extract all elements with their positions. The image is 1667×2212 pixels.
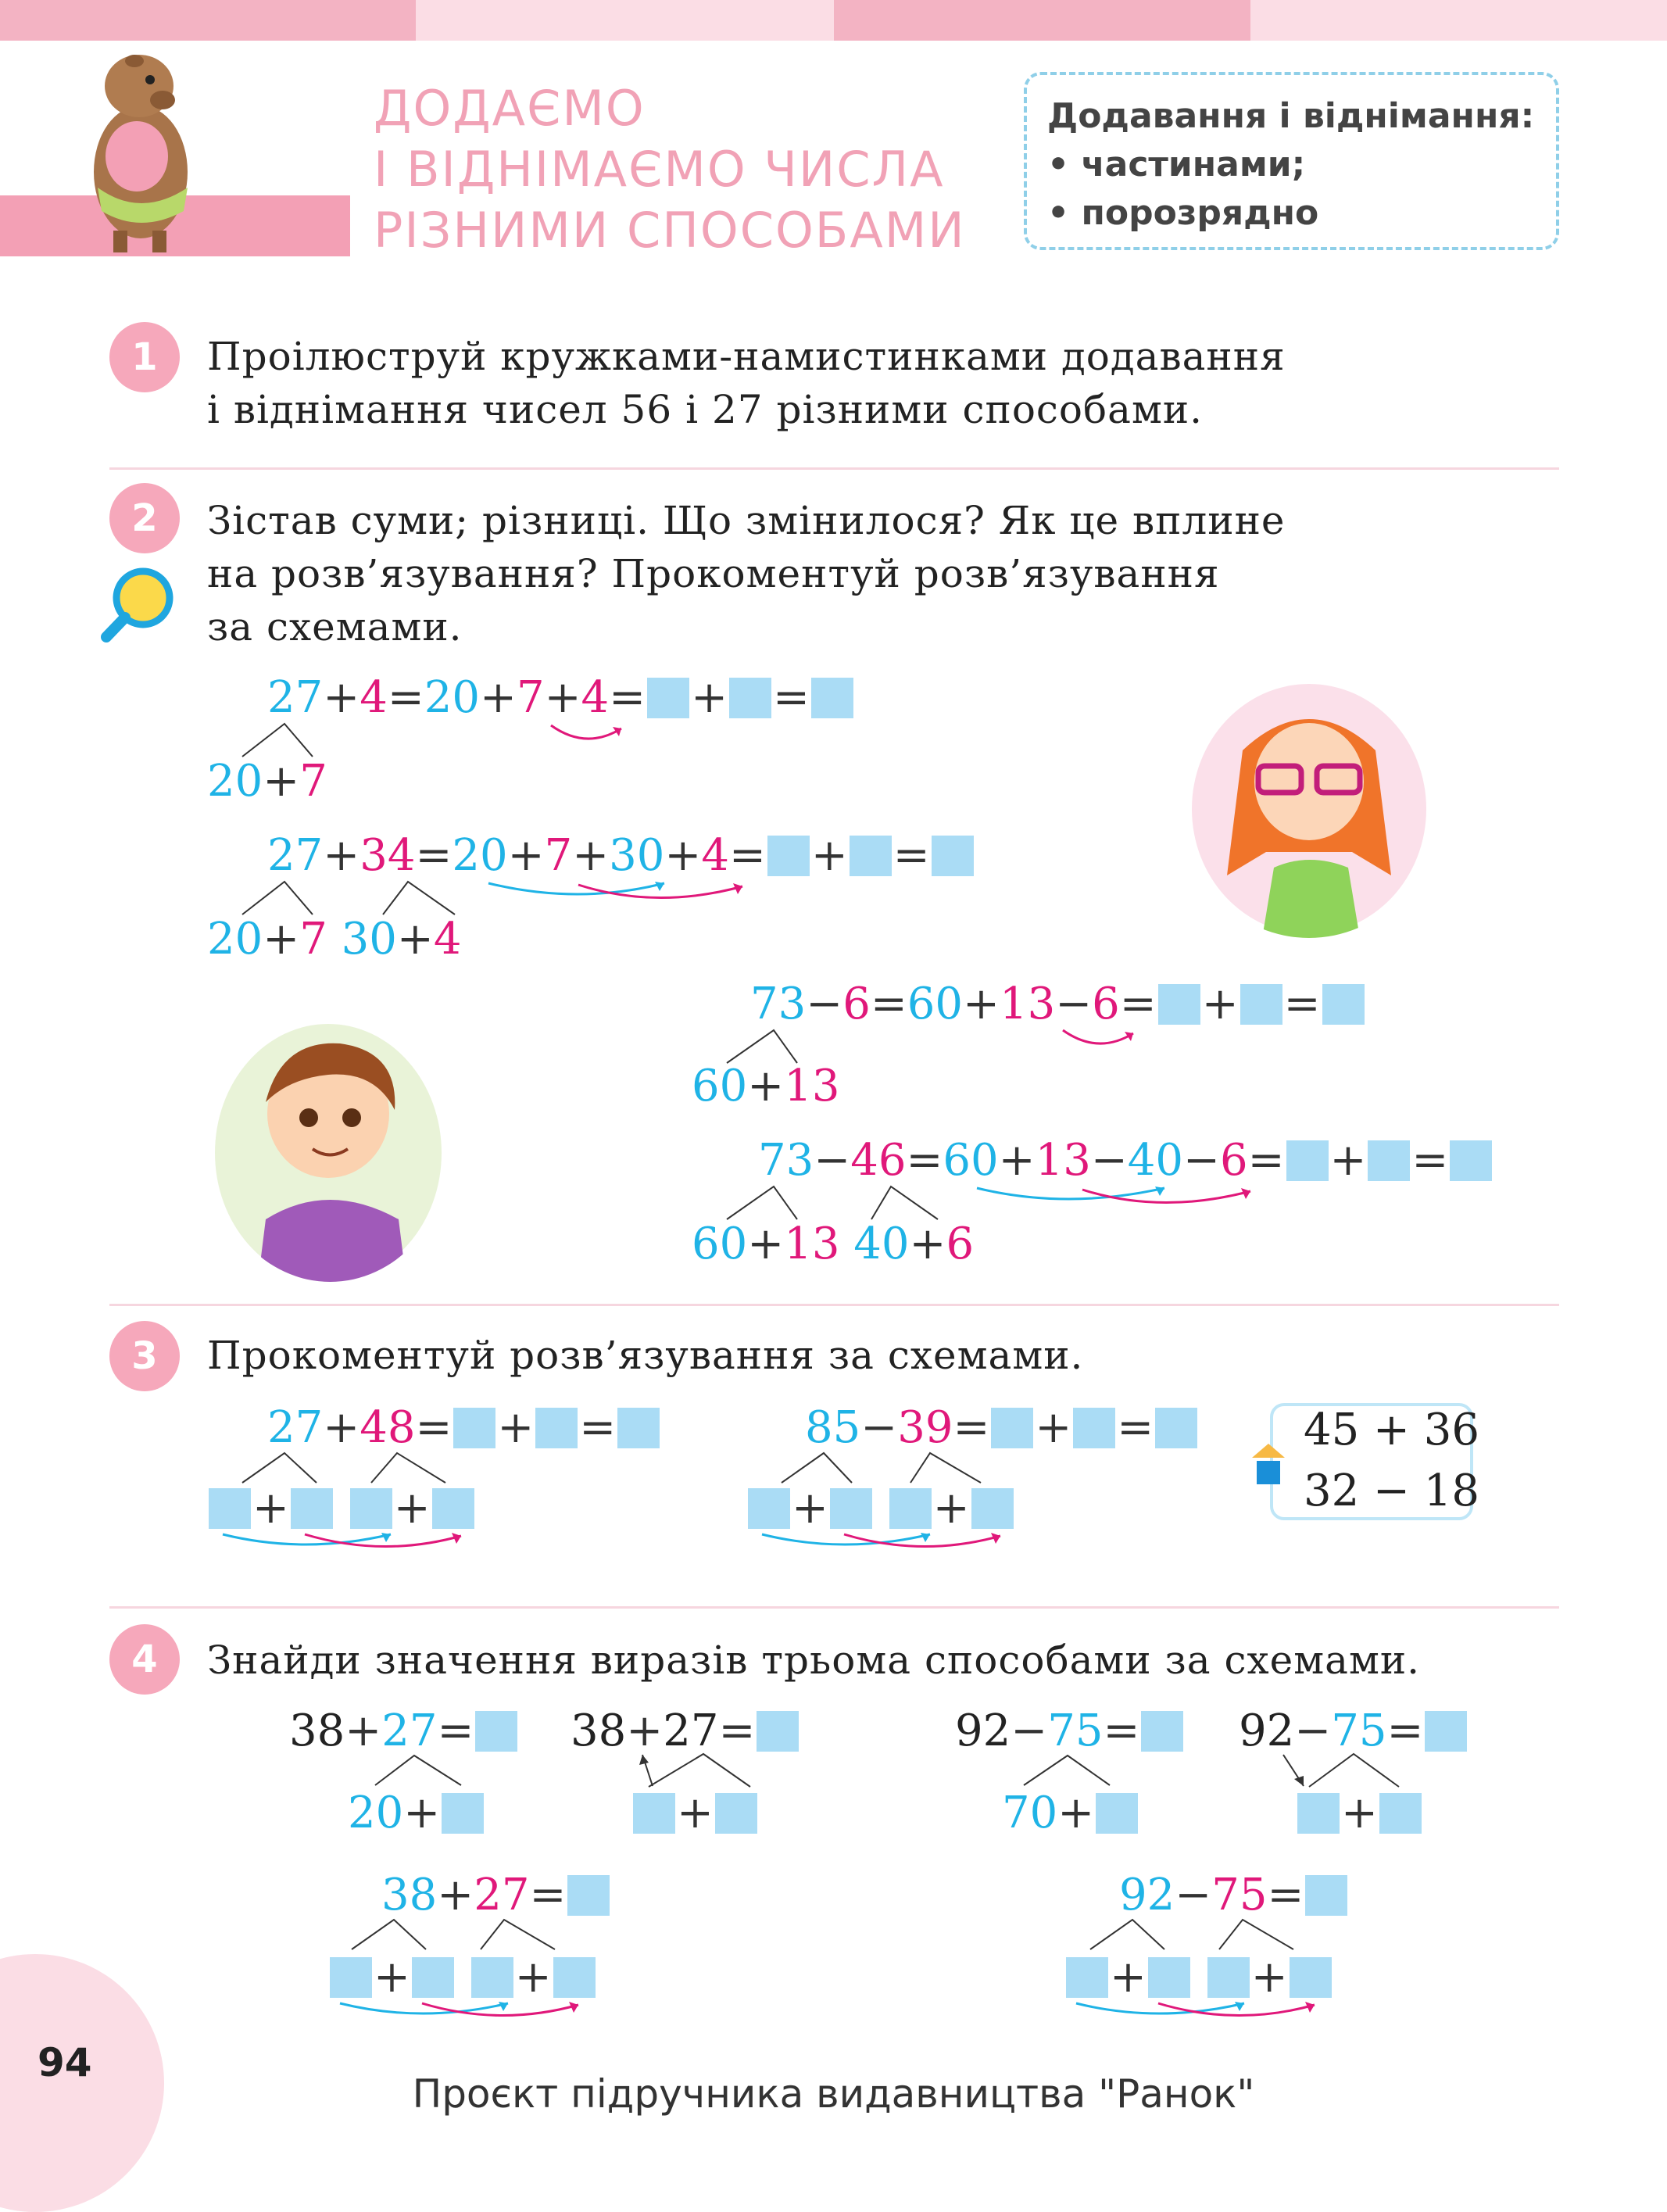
split-lines (1266, 1751, 1407, 1790)
answer-box[interactable] (330, 1957, 372, 1998)
house-icon (1249, 1442, 1288, 1489)
answer-box[interactable] (1073, 1408, 1115, 1448)
topic-note-box (1024, 72, 1559, 250)
task-number-badge: 3 (109, 1321, 180, 1391)
title-line: І ВІДНІМАЄМО ЧИСЛА (374, 141, 945, 198)
num: 85 (805, 1402, 861, 1453)
split-lines (234, 877, 469, 916)
task-1-text (207, 330, 1286, 436)
answer-box[interactable] (647, 678, 689, 718)
num: 38 (289, 1706, 345, 1756)
swap-arrows (758, 1528, 1016, 1559)
split-4-3: 70+ (1002, 1786, 1139, 1841)
task-4-text (207, 1634, 1420, 1687)
equation-4-2: 38+27= (571, 1704, 800, 1759)
num: 20 (452, 830, 508, 881)
answer-box[interactable] (932, 836, 974, 876)
num: 7 (299, 756, 327, 807)
num: 46 (850, 1135, 907, 1186)
num: 20 (207, 756, 263, 807)
lesson-title (374, 78, 966, 261)
num: 4 (581, 672, 610, 723)
num: 6 (1219, 1135, 1248, 1186)
num: 13 (1035, 1135, 1091, 1186)
num: 60 (692, 1219, 748, 1269)
split-4-5: + + (328, 1950, 597, 2005)
answer-box[interactable] (209, 1488, 251, 1529)
task-number-badge: 1 (109, 322, 180, 392)
num: 6 (842, 979, 871, 1029)
swap-arrows (336, 1997, 594, 2028)
section-divider (109, 1304, 1559, 1306)
equation-4-5: 38+27= (381, 1868, 611, 1923)
split-lines (774, 1450, 1008, 1485)
answer-box[interactable] (729, 678, 771, 718)
answer-box[interactable] (1148, 1957, 1190, 1998)
note-item: • частинами; (1047, 145, 1306, 184)
answer-box[interactable] (1096, 1793, 1138, 1834)
answer-box[interactable] (453, 1408, 495, 1448)
num: 13 (784, 1219, 840, 1269)
num: 75 (1211, 1870, 1268, 1920)
equation-4-6: 92−75= (1119, 1868, 1349, 1923)
split-lines (1082, 1917, 1317, 1952)
split-2-2: 20+7 30+4 (207, 914, 462, 965)
task-text-line: Знайди значення виразів трьома способами за схемами. (207, 1638, 1421, 1683)
equation-3-2: 85−39= + = (805, 1401, 1199, 1455)
split-lines (234, 719, 328, 758)
answer-box[interactable] (850, 836, 892, 876)
num: 75 (1331, 1706, 1387, 1756)
equation-3-1: 27+48= + = (267, 1401, 661, 1455)
split-lines (234, 1450, 469, 1485)
answer-box[interactable] (432, 1488, 474, 1529)
num: 92 (1119, 1870, 1175, 1920)
task-text-line: за схемами. (207, 604, 463, 650)
title-line: РІЗНИМИ СПОСОБАМИ (374, 202, 966, 259)
answer-box[interactable] (1425, 1711, 1467, 1752)
split-2-1: 20+7 (207, 756, 327, 807)
num: 38 (381, 1870, 438, 1920)
answer-box[interactable] (617, 1408, 660, 1448)
footer-note: Проєкт підручника видавництва "Ранок" (412, 2071, 1255, 2117)
num: 48 (360, 1402, 416, 1453)
num: 40 (1127, 1135, 1184, 1186)
section-divider (109, 1606, 1559, 1609)
extra-exercise: 32 − 18 (1304, 1466, 1480, 1516)
split-4-4: + (1296, 1786, 1423, 1841)
num: 75 (1047, 1706, 1104, 1756)
answer-box[interactable] (1286, 1140, 1329, 1181)
swap-arrows (219, 1528, 477, 1559)
title-line: ДОДАЄМО (374, 80, 646, 137)
num: 20 (348, 1788, 404, 1838)
num: 34 (360, 830, 416, 881)
answer-box[interactable] (1322, 984, 1365, 1025)
num: 20 (424, 672, 481, 723)
num: 39 (897, 1402, 953, 1453)
equation-2-4: 73−46=60+13−40−6= + = (758, 1133, 1494, 1188)
task-text-line: і віднімання чисел 56 і 27 різними способами. (207, 387, 1204, 432)
answer-box[interactable] (1297, 1793, 1340, 1834)
answer-box[interactable] (757, 1711, 799, 1752)
num: 27 (267, 1402, 324, 1453)
answer-box[interactable] (1207, 1957, 1250, 1998)
num: 27 (663, 1706, 719, 1756)
answer-box[interactable] (971, 1488, 1014, 1529)
answer-box[interactable] (1379, 1793, 1422, 1834)
split-4-2: + (631, 1786, 759, 1841)
equation-2-3: 73−6=60+13−6= + = (750, 977, 1366, 1032)
num: 38 (571, 1706, 627, 1756)
num: 60 (907, 979, 964, 1029)
answer-box[interactable] (1305, 1875, 1347, 1916)
split-lines (617, 1751, 758, 1790)
answer-box[interactable] (471, 1957, 513, 1998)
num: 7 (299, 914, 327, 965)
answer-box[interactable] (889, 1488, 932, 1529)
num: 92 (1239, 1706, 1295, 1756)
num: 27 (267, 830, 324, 881)
girl-with-glasses-illustration (1180, 672, 1438, 938)
swap-arrow (1059, 1024, 1145, 1055)
answer-box[interactable] (1450, 1140, 1492, 1181)
swap-arrows (1072, 1997, 1330, 2028)
answer-box[interactable] (1141, 1711, 1183, 1752)
answer-box[interactable] (1368, 1140, 1410, 1181)
num: 60 (943, 1135, 999, 1186)
magnifier-icon (100, 563, 186, 649)
swap-arrow (547, 719, 633, 750)
num: 30 (341, 914, 397, 965)
split-lines (367, 1752, 469, 1788)
num: 6 (1092, 979, 1120, 1029)
equation-4-4: 92−75= (1239, 1704, 1468, 1759)
answer-box[interactable] (1158, 984, 1200, 1025)
split-4-6: + + (1064, 1950, 1333, 2005)
answer-box[interactable] (811, 678, 853, 718)
answer-box[interactable] (1290, 1957, 1332, 1998)
num: 4 (433, 914, 462, 965)
answer-box[interactable] (442, 1793, 484, 1834)
task-number-badge: 4 (109, 1624, 180, 1695)
num: 27 (267, 672, 324, 723)
answer-box[interactable] (1240, 984, 1282, 1025)
answer-box[interactable] (553, 1957, 596, 1998)
task-text-line: на розв’язування? Прокоментуй розв’язування (207, 551, 1220, 596)
answer-box[interactable] (535, 1408, 578, 1448)
equation-2-1: 27+4=20+7+4= + = (267, 671, 855, 725)
num: 40 (853, 1219, 910, 1269)
top-decor-bar (0, 0, 1667, 41)
task-text-line: Проілюструй кружками-намистинками додавання (207, 334, 1286, 379)
num: 13 (999, 979, 1056, 1029)
num: 73 (758, 1135, 814, 1186)
answer-box[interactable] (830, 1488, 872, 1529)
num: 60 (692, 1061, 748, 1111)
num: 27 (381, 1706, 438, 1756)
task-3-text (207, 1329, 1083, 1382)
note-item: • порозрядно (1047, 193, 1319, 233)
extra-exercise: 45 + 36 (1304, 1405, 1480, 1455)
num: 4 (701, 830, 729, 881)
capybara-mascot-illustration (78, 47, 203, 254)
task-2-text (207, 494, 1286, 653)
split-lines (1016, 1752, 1118, 1788)
split-3-2: + + (746, 1481, 1015, 1536)
task-text-line: Зістав суми; різниці. Що змінилося? Як це вплине (207, 498, 1286, 543)
task-text-line: Прокоментуй розв’язування за схемами. (207, 1333, 1084, 1378)
num: 4 (360, 672, 388, 723)
section-divider (109, 467, 1559, 470)
num: 7 (544, 830, 573, 881)
equation-4-1: 38+27= (289, 1704, 519, 1759)
equation-4-3: 92−75= (955, 1704, 1185, 1759)
split-4-1: 20+ (348, 1786, 485, 1841)
swap-arrows (485, 875, 750, 915)
note-title: Додавання і віднімання: (1047, 96, 1535, 136)
answer-box[interactable] (633, 1793, 675, 1834)
num: 73 (750, 979, 807, 1029)
num: 6 (946, 1219, 975, 1269)
swap-arrows (973, 1180, 1262, 1219)
split-lines (344, 1917, 578, 1952)
answer-box[interactable] (350, 1488, 392, 1529)
split-lines (719, 1182, 953, 1221)
num: 92 (955, 1706, 1011, 1756)
answer-box[interactable] (715, 1793, 757, 1834)
answer-box[interactable] (1066, 1957, 1108, 1998)
split-3-1: + + (207, 1481, 476, 1536)
num: 30 (609, 830, 665, 881)
answer-box[interactable] (291, 1488, 333, 1529)
answer-box[interactable] (767, 836, 810, 876)
answer-box[interactable] (567, 1875, 610, 1916)
num: 27 (474, 1870, 530, 1920)
num: 7 (516, 672, 545, 723)
page-number: 94 (38, 2040, 92, 2085)
num: 70 (1002, 1788, 1058, 1838)
split-2-4: 60+13 40+6 (692, 1219, 975, 1269)
answer-box[interactable] (1155, 1408, 1197, 1448)
answer-box[interactable] (412, 1957, 454, 1998)
split-2-3: 60+13 (692, 1061, 840, 1111)
boy-thinking-illustration (211, 1016, 449, 1282)
num: 20 (207, 914, 263, 965)
answer-box[interactable] (748, 1488, 790, 1529)
num: 13 (784, 1061, 840, 1111)
task-number-badge: 2 (109, 483, 180, 553)
answer-box[interactable] (991, 1408, 1033, 1448)
equation-2-2: 27+34=20+7+30+4= + = (267, 829, 975, 883)
answer-box[interactable] (475, 1711, 517, 1752)
